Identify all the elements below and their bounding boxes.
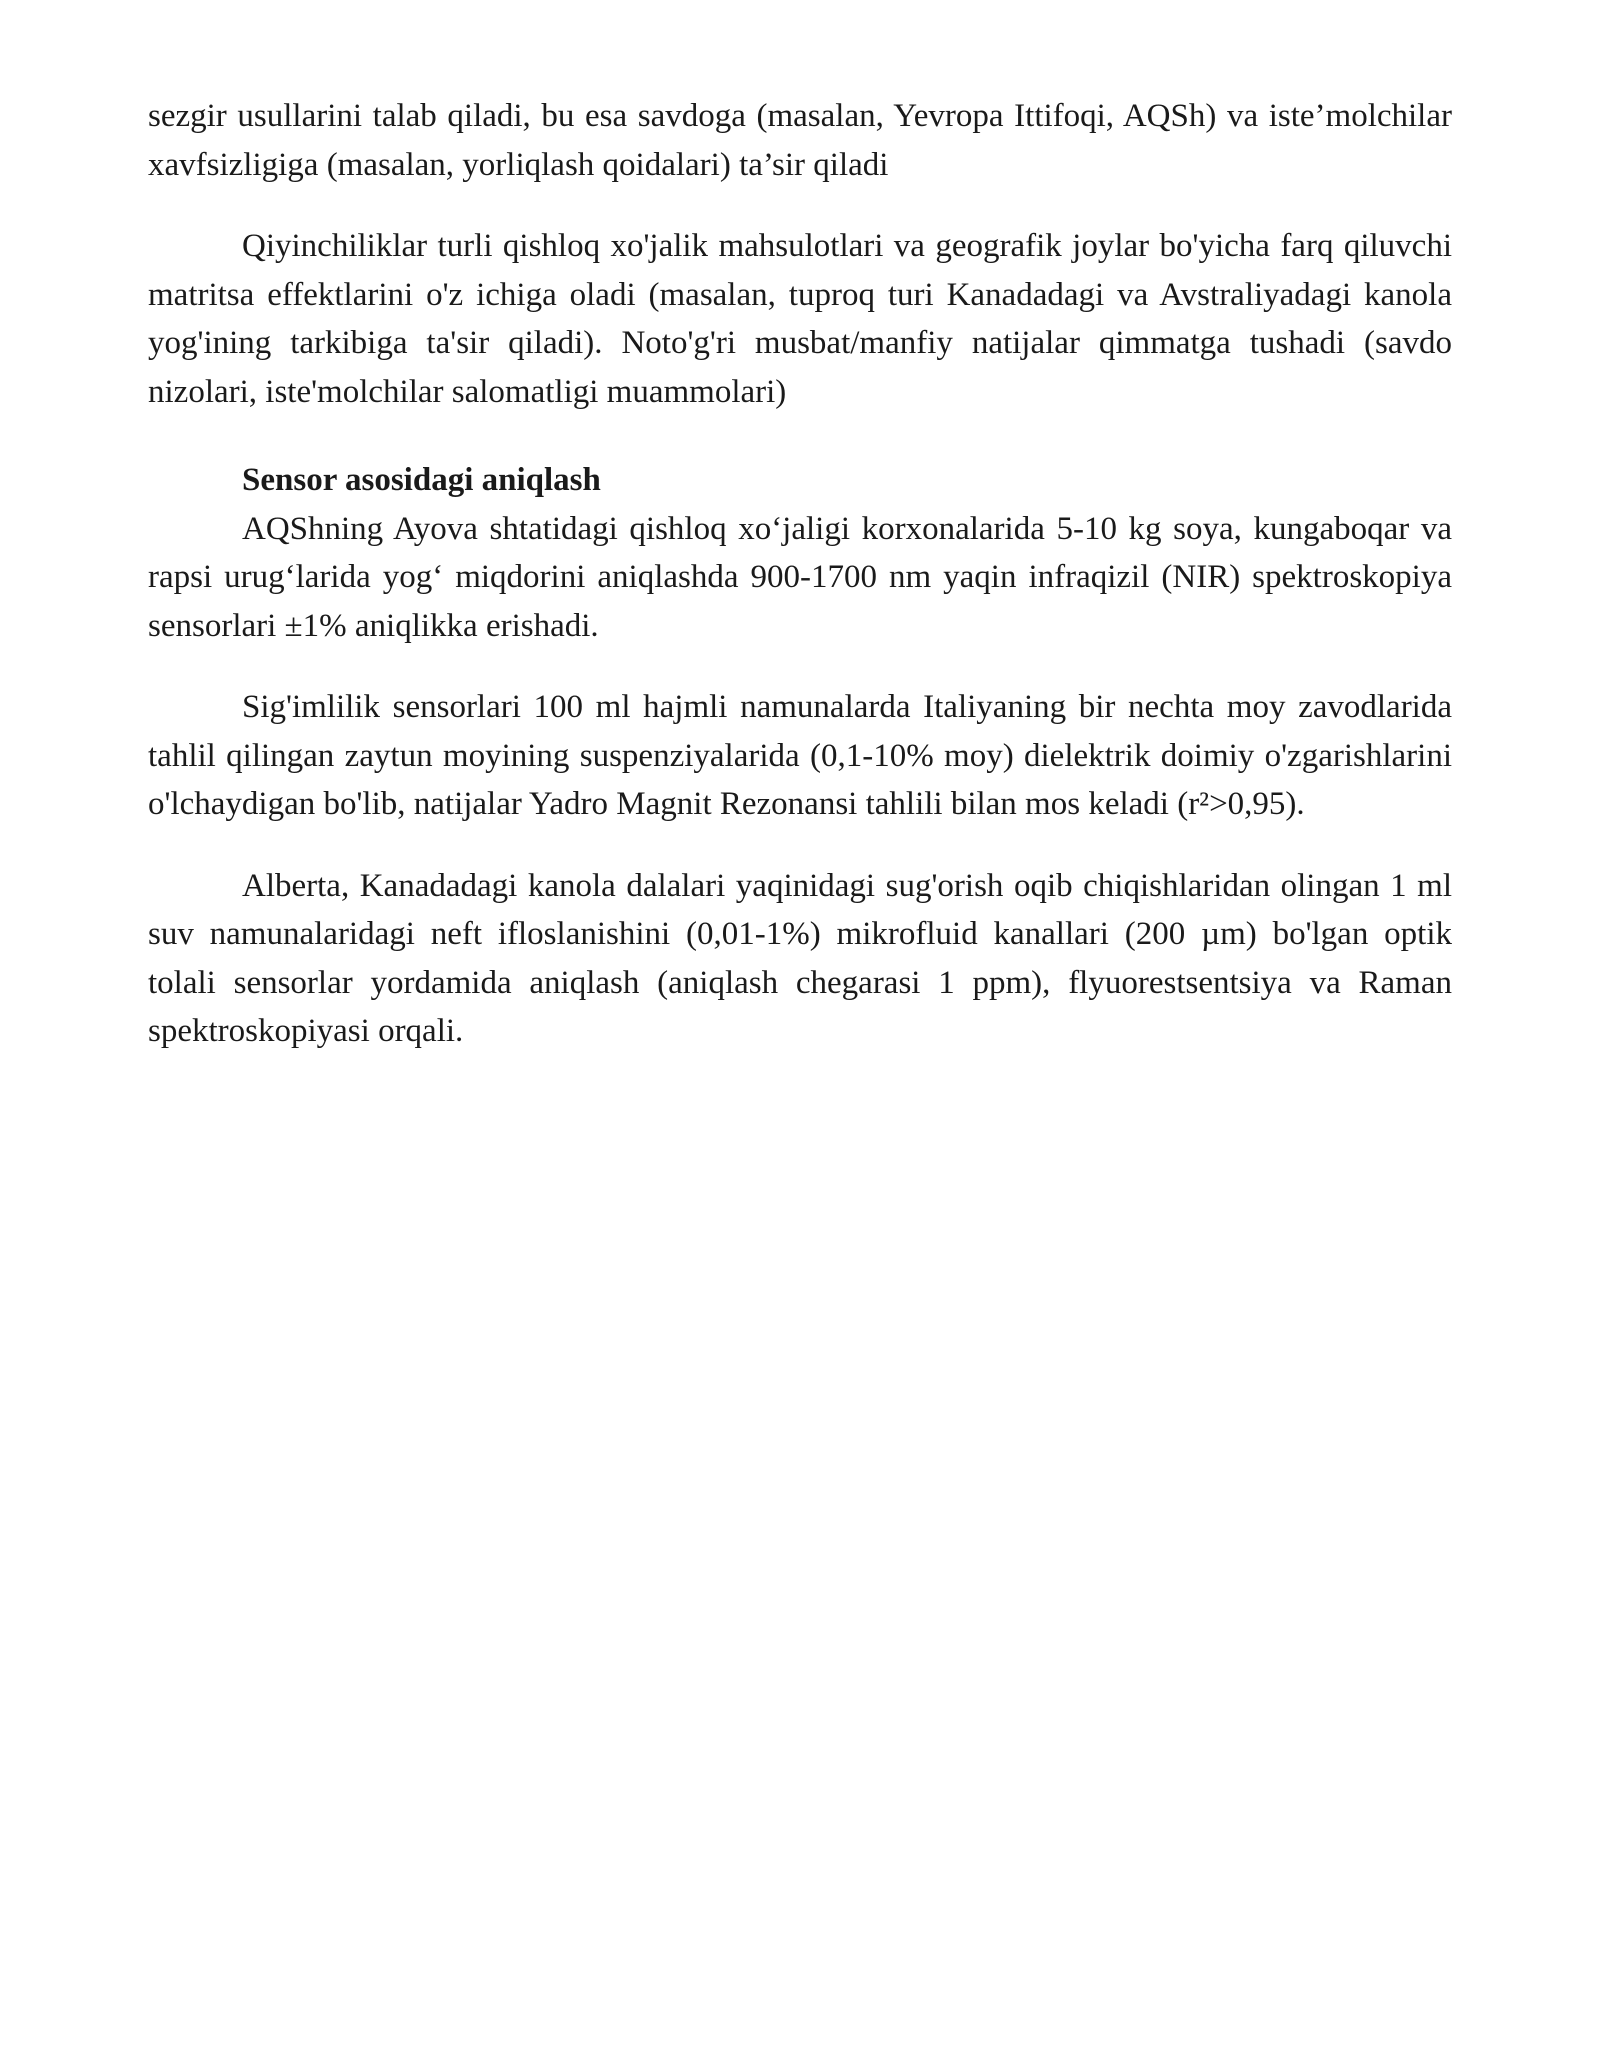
paragraph-continuation: sezgir usullarini talab qiladi, bu esa savdoga (masalan, Yevropa Ittifoqi, AQSh) va iste’molchilar xavfsizligiga (masalan, yorliqlash qoidalari) ta’sir qiladi: [148, 98, 1452, 183]
paragraph-nir-sensors: AQShning Ayova shtatidagi qishloq xo‘jaligi korxonalarida 5-10 kg soya, kungaboqar va rapsi urug‘larida yog‘ miqdorini aniqlashda 900-1700 nm yaqin infraqizil (NIR) spektroskopiya sensorlari ±1% aniqlikka erishadi.: [148, 510, 1452, 644]
paragraph-challenges: Qiyinchiliklar turli qishloq xo'jalik mahsulotlari va geografik joylar bo'yicha farq qiluvchi matritsa effektlarini o'z ichiga oladi (masalan, tuproq turi Kanadadagi va Avstraliyadagi kanola yog'ining tarkibiga ta'sir qiladi). Noto'g'ri musbat/manfiy natijalar qimmatga tushadi (savdo nizolari, iste'molchilar salomatligi muammolari): [148, 228, 1452, 410]
paragraph-optical-sensors: Alberta, Kanadadagi kanola dalalari yaqinidagi sug'orish oqib chiqishlaridan olingan 1 ml suv namunalaridagi neft ifloslanishini (0,01-1%) mikrofluid kanallari (200 µm) bo'lgan optik tolali sensorlar yordamida aniqlash (aniqlash chegarasi 1 ppm), flyuorestsentsiya va Raman spektroskopiyasi orqali.: [148, 867, 1452, 1049]
document-page: [148, 92, 1452, 1056]
paragraph-capacitance-sensors: Sig'imlilik sensorlari 100 ml hajmli namunalarda Italiyaning bir nechta moy zavodlarida tahlil qilingan zaytun moyining suspenziyalarida (0,1-10% moy) dielektrik doimiy o'zgarishlarini o'lchaydigan bo'lib, natijalar Yadro Magnit Rezonansi tahlili bilan mos keladi (r²>0,95).: [148, 689, 1452, 822]
section-heading: Sensor asosidagi aniqlash: [242, 462, 601, 498]
